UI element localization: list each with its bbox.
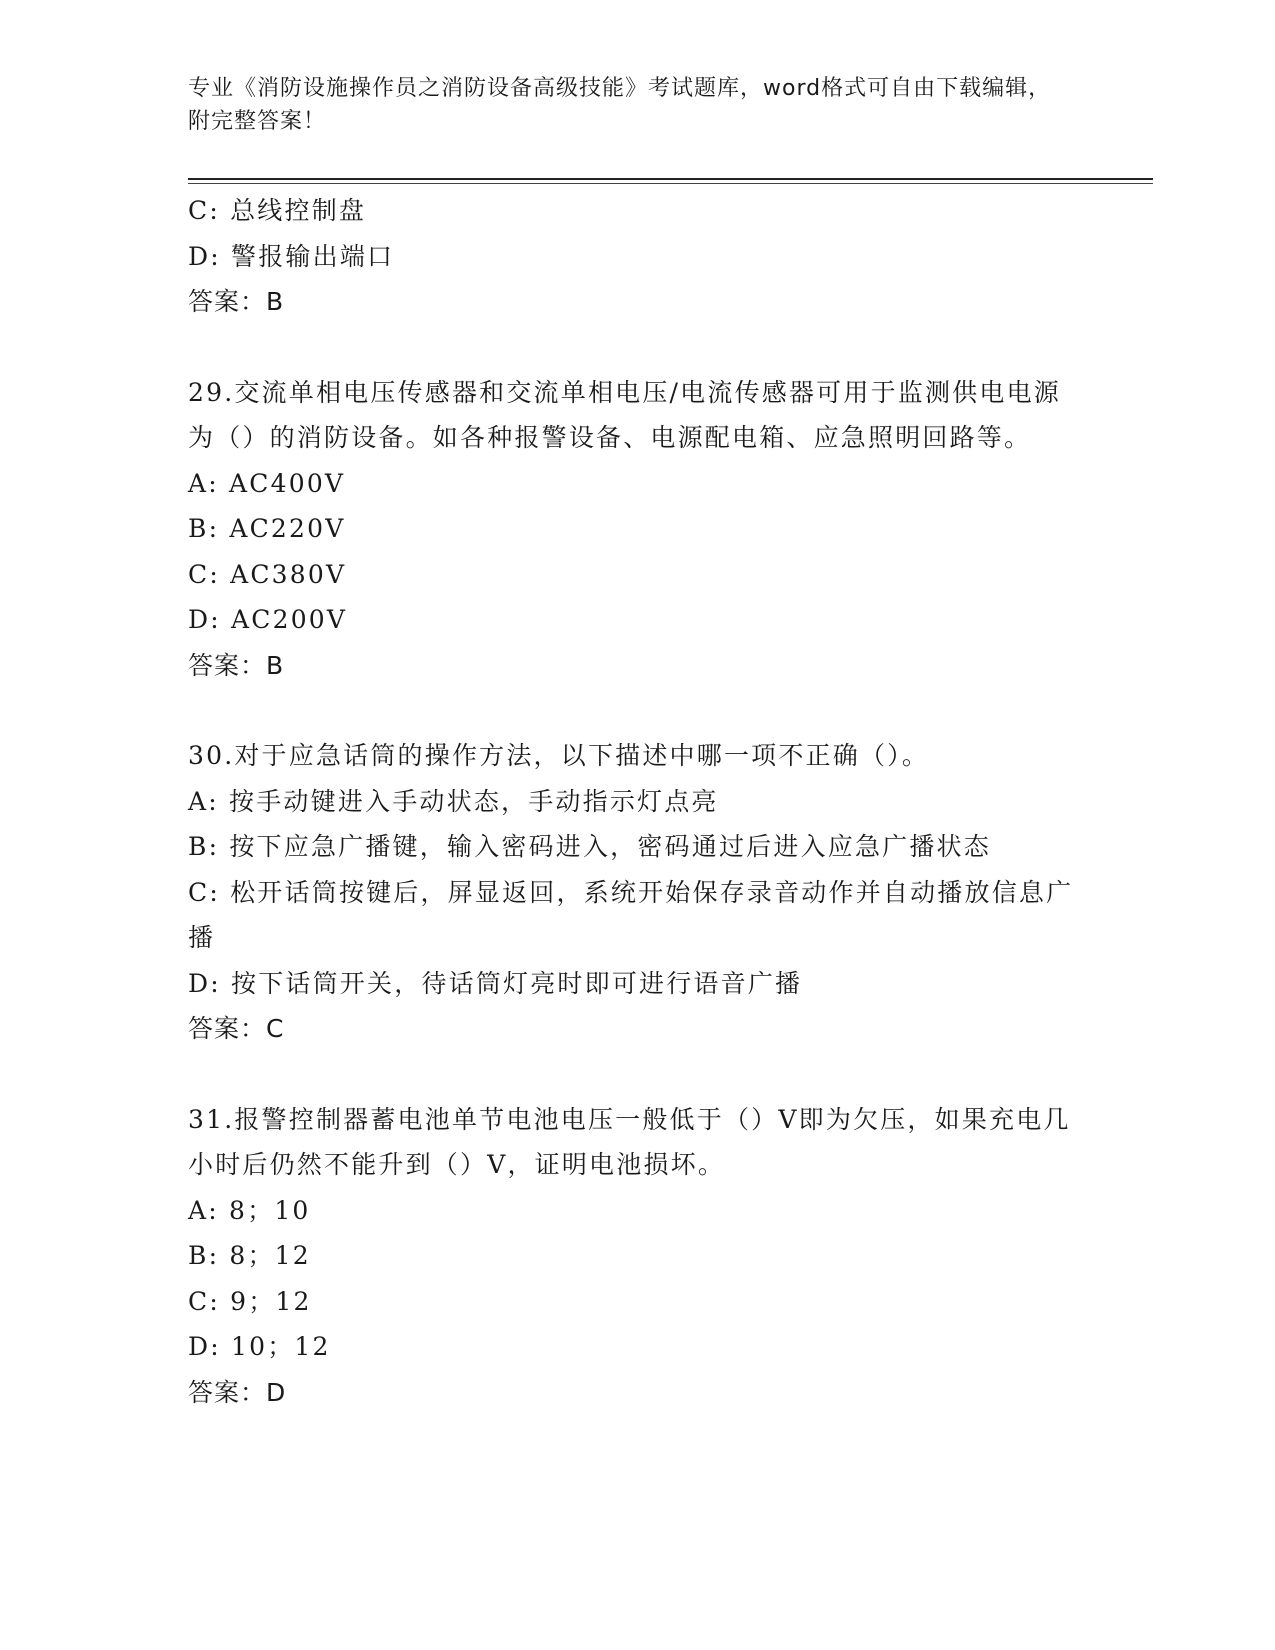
answer-label: 答案：D [188,1377,287,1407]
answer-label: 答案：B [188,650,285,680]
header-divider-thin [188,183,1153,184]
question-block-prev [188,188,1088,325]
question-stem: 31.报警控制器蓄电池单节电池电压一般低于（）V即为欠压，如果充电几小时后仍然不能升到（）V，证明电池损坏。 [188,1104,1071,1179]
question-stem: 30.对于应急话筒的操作方法，以下描述中哪一项不正确（）。 [188,741,930,770]
option-c: C: 松开话筒按键后，屏显返回，系统开始保存录音动作并自动播放信息广播 [188,877,1074,952]
option-a: A: 8；10 [188,1195,311,1225]
answer-label: 答案：B [188,287,285,316]
option-c: C: 总线控制盘 [188,196,367,225]
option-a: A: AC400V [188,468,346,498]
option-d: D: 10；12 [188,1332,331,1361]
question-block-31 [188,1097,1088,1416]
question-block-30 [188,733,1088,1052]
option-b: B: 8；12 [188,1241,311,1270]
option-d: D: 按下话筒开关，待话筒灯亮时即可进行语音广播 [188,968,803,998]
option-b: B: 按下应急广播键，输入密码进入，密码通过后进入应急广播状态 [188,832,991,861]
question-block-29 [188,370,1088,689]
option-d: D: AC200V [188,605,348,634]
option-c: C: 9；12 [188,1286,312,1316]
answer-label: 答案：C [188,1014,285,1043]
option-c: C: AC380V [188,559,347,589]
document-header: 专业《消防设施操作员之消防设备高级技能》考试题库，word格式可自由下载编辑，附完整答案！ [188,76,1052,134]
option-b: B: AC220V [188,514,346,543]
question-list [188,188,1088,1415]
header-divider-thick [188,178,1153,180]
option-a: A: 按手动键进入手动状态，手动指示灯点亮 [188,786,719,816]
option-d: D: 警报输出端口 [188,241,395,271]
question-stem: 29.交流单相电压传感器和交流单相电压/电流传感器可用于监测供电电源为（）的消防设备。如各种报警设备、电源配电箱、应急照明回路等。 [188,377,1061,452]
